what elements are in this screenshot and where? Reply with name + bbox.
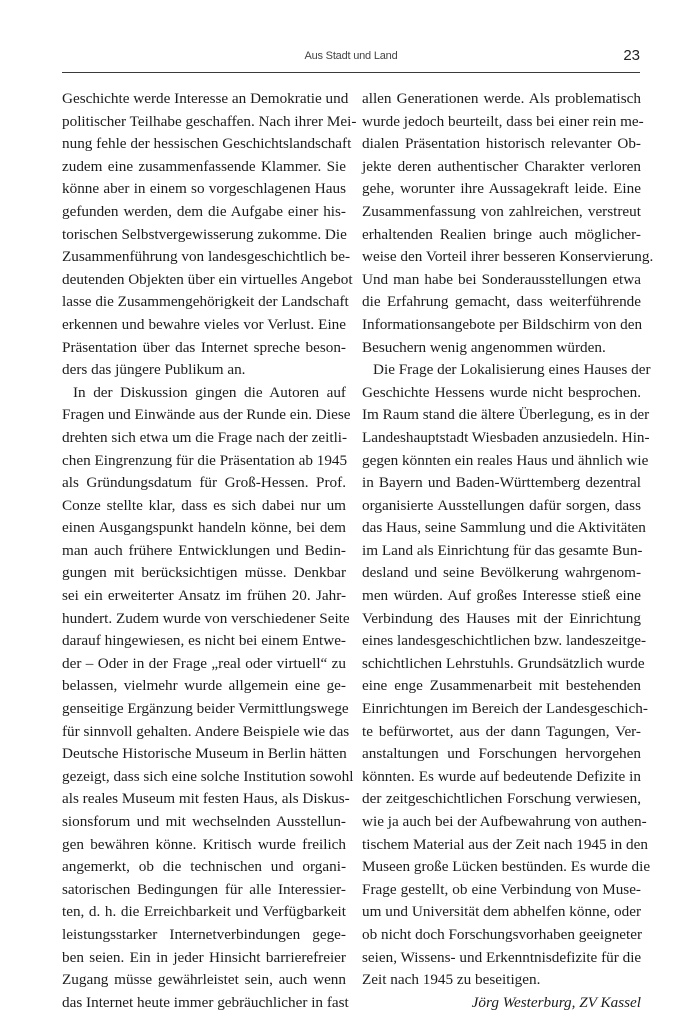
text-line: te befürwortet, aus der dann Tagungen, Ver- <box>362 722 641 740</box>
right-column <box>362 88 654 1014</box>
text-line: Zeit nach 1945 zu beseitigen. <box>362 971 541 989</box>
text-line: dialen Präsentation historisch relevanter Ob- <box>362 135 641 153</box>
text-line: Museen große Lücken bestünden. Es wurde die <box>362 858 651 876</box>
text-line: das Internet heute immer gebräuchlicher in fast <box>62 993 349 1011</box>
text-line: drehten sich etwa um die Frage nach der zeitli- <box>62 428 348 446</box>
left-column <box>62 88 357 1014</box>
text-line: genseitige Ergänzung beider Vermittlungswege <box>62 700 349 718</box>
text-line: ben seien. Ein in jeder Hinsicht barrierefreier <box>62 948 346 966</box>
text-line: als Gründungsdatum für Groß-Hessen. Prof. <box>62 474 346 492</box>
text-line: gezeigt, dass sich eine solche Institution sowohl <box>62 767 354 785</box>
text-line: In der Diskussion gingen die Autoren auf <box>73 383 346 401</box>
text-line: Präsentation über das Internet spreche beson- <box>62 338 346 356</box>
text-line: Landeshauptstadt Wiesbaden anzusiedeln. Hin- <box>362 428 650 446</box>
text-line: tischem Material aus der Zeit nach 1945 in den <box>362 835 648 853</box>
text-line: Und man habe bei Sonderausstellungen etwa <box>362 270 641 288</box>
text-line: erkennen und bewahre vieles vor Verlust. Eine <box>62 315 346 333</box>
text-line: ten, d. h. die Erreichbarkeit und Verfügbarkeit <box>62 903 346 921</box>
text-line: lasse die Zusammengehörigkeit der Landschaft <box>62 293 349 311</box>
text-line: Die Frage der Lokalisierung eines Hauses der <box>373 361 651 379</box>
text-line: leistungsstarker Internetverbindungen gege- <box>62 925 346 943</box>
text-line: desland und seine Bevölkerung wahrgenom- <box>362 564 641 582</box>
text-line: Im Raum stand die ältere Überlegung, es in der <box>362 406 650 424</box>
author-signature: Jörg Westerburg, ZV Kassel <box>471 993 641 1011</box>
text-line: weise den Vorteil ihrer besseren Konservierung. <box>362 248 654 266</box>
text-line: schichtlichen Lehrstuhls. Grundsätzlich wurde <box>362 654 645 672</box>
text-line: organisierte Ausstellungen dafür sorgen, dass <box>362 496 641 514</box>
running-title: Aus Stadt und Land <box>304 50 398 62</box>
text-line: gegen könnten ein reales Haus und ähnlich wie <box>362 451 649 469</box>
page-header <box>62 46 640 73</box>
text-line: ob nicht doch Forschungsvorhaben geeigneter <box>362 925 643 943</box>
text-line: deutenden Objekten über ein virtuelles Angebot <box>62 270 353 288</box>
text-line: erhaltenden Realien bringe auch möglicher- <box>362 225 641 243</box>
text-line: hundert. Zudem wurde von verschiedener Seite <box>62 609 350 627</box>
text-line: als reales Museum mit festen Haus, als Diskus- <box>62 790 350 808</box>
text-line: Frage gestellt, ob eine Verbindung von Muse- <box>362 880 641 898</box>
text-line: allen Generationen werde. Als problematisch <box>362 90 641 107</box>
page-number: 23 <box>623 47 640 64</box>
text-line: Einrichtungen im Bereich der Landesgeschich- <box>362 700 648 718</box>
text-line: sei ein erweiterter Ansatz im frühen 20. Jahr- <box>62 587 346 605</box>
text-line: torischen Selbstvergewisserung zukomme. Die <box>62 225 347 243</box>
text-line: gungen mit berücksichtigen müsse. Denkbar <box>62 564 346 582</box>
text-line: wurde jedoch beurteilt, dass bei einer rein me- <box>362 112 644 130</box>
text-line: ders das jüngere Publikum an. <box>62 361 246 379</box>
text-line: das Haus, seine Sammlung und die Aktivitäten <box>362 519 646 537</box>
text-line: Geschichte werde Interesse an Demokratie und <box>62 90 349 107</box>
text-line: in Bayern und Baden-Württemberg dezentral <box>362 474 641 492</box>
text-line: angemerkt, ob die technischen und organi- <box>62 858 346 876</box>
text-line: nung fehle der hessischen Geschichtslandschaft <box>62 135 352 153</box>
text-line: gehe, worunter ihre Aussagekraft leide. Eine <box>362 180 641 198</box>
text-line: politischer Teilhabe geschaffen. Nach ihrer Mei- <box>62 112 357 130</box>
text-line: chen Eingrenzung für die Präsentation ab 1945 <box>62 451 348 469</box>
text-line: Fragen und Einwände aus der Runde ein. Diese <box>62 406 351 424</box>
text-line: anstaltungen und Forschungen hervorgehen <box>362 745 641 763</box>
text-line: satorischen Bedingungen für alle Interessier- <box>62 880 346 898</box>
text-line: darauf hingewiesen, es nicht bei einem Entwe- <box>62 632 346 650</box>
text-line: Geschichte Hessens wurde nicht besprochen. <box>362 383 641 401</box>
text-line: zudem eine zusammenfassende Klammer. Sie <box>62 157 346 175</box>
text-line: im Land als Einrichtung für das gesamte Bun- <box>362 541 643 559</box>
text-line: Zugang müsse gewährleistet sein, auch wenn <box>62 971 346 989</box>
text-line: jekte deren authentischer Charakter verloren <box>362 157 641 175</box>
text-line: Informationsangebote per Bildschirm von den <box>362 315 643 333</box>
text-line: gefunden werden, dem die Aufgabe einer his- <box>62 202 346 220</box>
text-line: könnten. Es wurde auf bedeutende Defizite in <box>362 767 641 785</box>
text-line: einen Ausgangspunkt handeln könne, bei dem <box>62 519 346 537</box>
text-line: seien, Wissens- und Erkenntnisdefizite für die <box>362 948 642 966</box>
text-line: die Erfahrung gemacht, dass weiterführende <box>362 293 641 311</box>
text-line: der zeitgeschichtlichen Forschung verwiesen, <box>362 790 641 808</box>
text-line: gen bewähren könne. Kritisch wurde freilich <box>62 835 346 853</box>
text-line: Besuchern wenig angenommen würden. <box>362 338 606 356</box>
text-line: men würden. Auf großes Interesse stieß eine <box>362 587 641 605</box>
text-line: wie ja auch bei der Aufbewahrung von authen- <box>362 813 647 830</box>
text-line: der – Oder in der Frage „real oder virtuell“ zu <box>62 654 346 672</box>
text-line: Conze stellte klar, dass es sich dabei nur um <box>62 496 346 514</box>
text-line: eines landesgeschichtlichen bzw. landeszeitge- <box>362 632 647 650</box>
text-line: sionsforum und mit wechselnden Ausstellun- <box>62 813 346 830</box>
text-line: Deutsche Historische Museum in Berlin hätten <box>62 745 347 763</box>
text-line: um und Universität dem abhelfen könne, oder <box>362 903 641 921</box>
text-line: eine enge Zusammenarbeit mit bestehenden <box>362 677 641 695</box>
text-line: für sinnvoll gehalten. Andere Beispiele wie das <box>62 722 350 740</box>
text-line: Zusammenfassung von zahlreichen, verstreut <box>362 202 641 220</box>
text-line: man auch frühere Entwicklungen und Bedin- <box>62 541 346 559</box>
text-line: könne aber in einem so vorgeschlagenen Haus <box>62 180 346 198</box>
text-line: Zusammenführung von landesgeschichtlich be- <box>62 248 351 266</box>
text-line: Verbindung des Hauses mit der Einrichtung <box>362 609 641 627</box>
text-line: belassen, vielmehr wurde allgemein eine ge- <box>62 677 346 695</box>
